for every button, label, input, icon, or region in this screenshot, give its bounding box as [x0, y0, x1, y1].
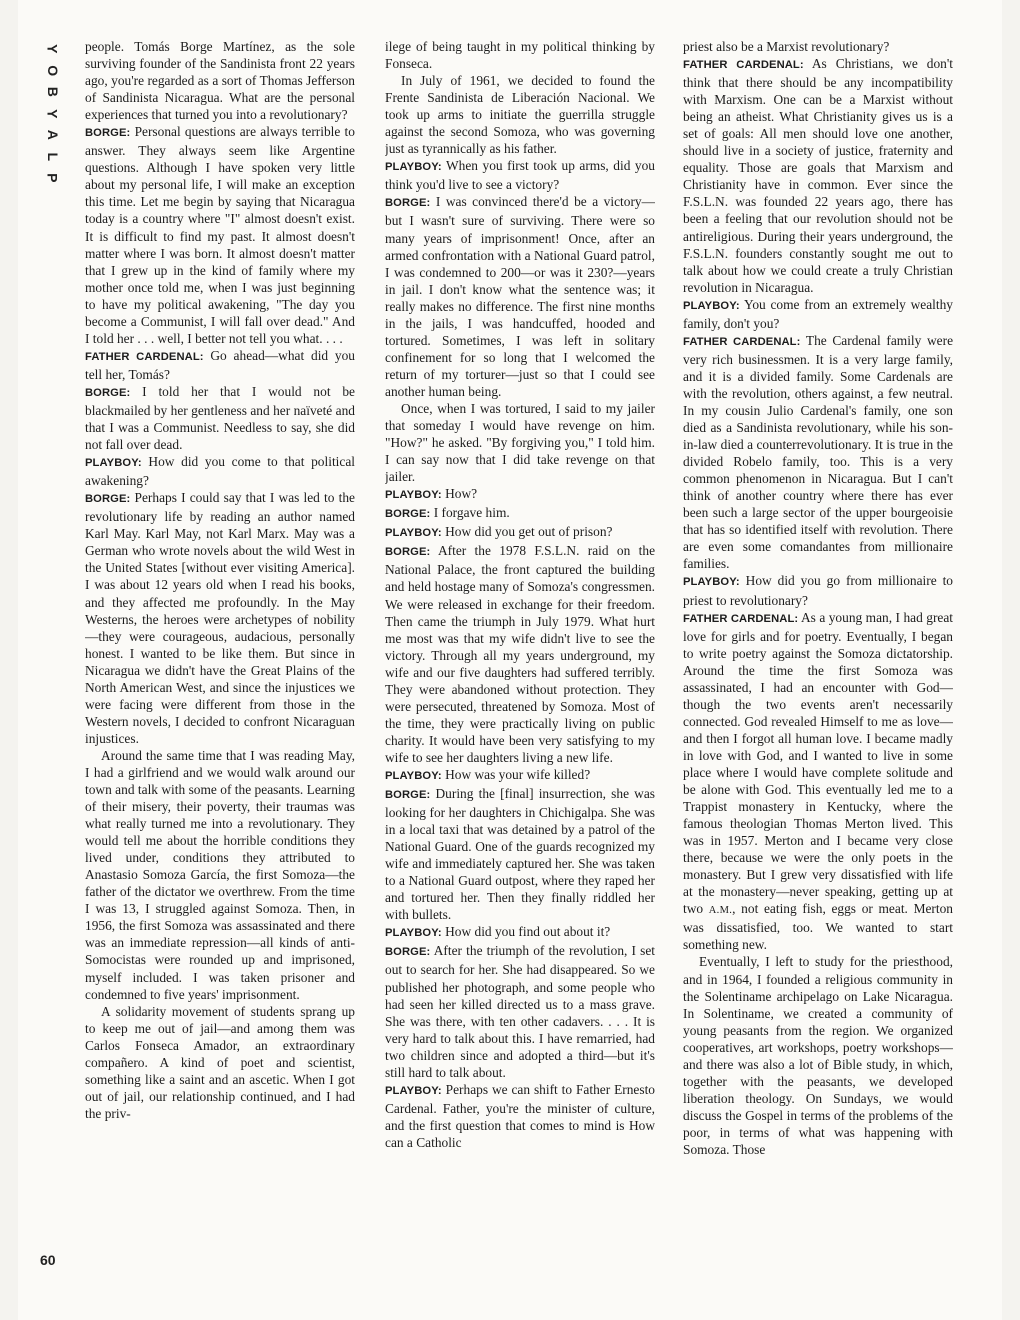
paragraph-text: I was convinced there'd be a victory—but I wasn't sure of surviving. There were so many years of imprisonment! Once, after an armed confrontation with a National Guard patrol, I was condemned to 200—or was it 230?—years in jail. I don't know what the sentence was; it really makes no difference. The first nine months in the jails, I was handcuffed, hooded and tortured. Sometimes, I was left in solitary confinement for so long that I welcomed the return of my torturer—just so that I could see another human being. — [385, 194, 655, 399]
paragraph-text: Once, when I was tortured, I said to my jailer that someday I would have revenge on him. "How?" he asked. "By forgiving you," I told him. I can say now that I did take revenge on that jailer. — [385, 400, 655, 485]
paragraph-text: Go ahead—what did you tell her, Tomás? — [85, 347, 355, 382]
text-column-2 — [385, 38, 655, 1278]
paragraph — [683, 55, 953, 296]
paragraph — [85, 383, 355, 453]
paragraph-text: The Cardenal family were very rich businessmen. It is a very large family, and it is a divided family. Some Cardenals are with the revolution, others against, a few neutral. In my cousin Julio Cardenal's family, one son died as a Sandinista revolutionary, while his son-in-law died a counterrevolutionary. It is true in the divided Robelo family, too. This is a very common phenomenon in Nicaragua. But I can't think of another country where there has ever been such a large sector of the upper bourgeoisie that has so identified itself with revolution. There are even some comandantes from millionaire families. — [683, 332, 953, 572]
paragraph — [683, 572, 953, 608]
paragraph-text: As a young man, I had great love for girls and for poetry. Eventually, I began to write poetry against the Somoza dictatorship. Around the time the first Somoza was assassinated, I had an encounter with God—though the two events aren't necessarily connected. God revealed Himself to me as love—and then I forgot all human love. I became madly in love with God, and I wanted to live in some place where I would have complete solitude and be alone with God. This eventually led me to a Trappist monastery in Kentucky, where the famous theologian Thomas Merton lived. This was in 1957. Merton and I became very close there, because we were the only poets in the monastery. But I grew very dissatisfied with life at the monastery—never speaking, getting up at two — [683, 609, 953, 917]
paragraph — [85, 1003, 355, 1122]
paragraph-text: During the [final] insurrection, she was looking for her daughters in Chichigalpa. She was in a local taxi that was detained by a patrol of the National Guard. One of the guards recognized my wife and immediately captured her. She was taken to a National Guard outpost, where they raped her and tortured her. Then they finally riddled her with bullets. — [385, 786, 655, 923]
speaker-label: PLAYBOY: — [683, 299, 740, 312]
paragraph — [85, 489, 355, 747]
paragraph-text: Perhaps we can shift to Father Ernesto Cardenal. Father, you're the minister of culture, and the first question that comes to mind is How can a Catholic — [385, 1081, 655, 1150]
paragraph — [385, 923, 655, 942]
speaker-label: BORGE: — [385, 197, 431, 210]
paragraph — [385, 157, 655, 193]
speaker-label: PLAYBOY: — [385, 1084, 442, 1097]
speaker-label: BORGE: — [85, 127, 131, 140]
speaker-label: BORGE: — [385, 546, 431, 559]
speaker-label: PLAYBOY: — [385, 489, 442, 502]
speaker-label: BORGE: — [385, 789, 431, 802]
paragraph-text: A solidarity movement of students sprang up to keep me out of jail—and among them was Carlos Fonseca Amador, an extraordinary compañero. A kind of poet and scientist, something like a saint and an ascetic. When I got out of jail, our relationship continued, and I had the priv- — [85, 1003, 355, 1121]
page-number: 60 — [40, 1252, 56, 1268]
paragraph-text: After the 1978 F.S.L.N. raid on the National Palace, the front captured the building and held hostage many of Somoza's congressmen. We were released in exchange for their freedom. Then came the triumph in July 1979. What hurt me most was that my wife didn't live to see the victory. Through all my years underground, my wife and our five daughters had suffered terribly. They were abandoned without protection. They were persecuted, threatened by Somoza. Most of the time, they were practically living on public charity. It would have been very satisfying to my wife to see her daughters living a new life. — [385, 543, 655, 765]
paragraph-text: How? — [445, 486, 478, 502]
small-caps-time: A.M. — [708, 905, 733, 917]
paragraph-text: Personal questions are always terrible to answer. They always seem like Argentine questions. Although I have spoken very little about my personal life, I will make an exception this time. Let me begin by saying that Nicaragua today is a country where "I" almost doesn't exist. It is difficult to find my past. It almost doesn't matter where I was born. It almost doesn't matter that I grew up in the kind of family where my mother once told me, when I was just beginning to have my political awakening, "The day you become a Communist, I will fall over dead." And I told her . . . well, I better not tell you what. . . . — [85, 124, 355, 346]
spine-letter: B — [44, 86, 61, 97]
paragraph — [683, 953, 953, 1158]
paragraph-text: I told her that I would not be blackmailed by her gentleness and her naïveté and that I was a Communist. Needless to say, she did not fall over dead. — [85, 383, 355, 453]
speaker-label: FATHER CARDENAL: — [85, 350, 204, 363]
speaker-label: PLAYBOY: — [385, 927, 442, 940]
speaker-label: BORGE: — [85, 493, 131, 506]
paragraph-text: Eventually, I left to study for the priesthood, and in 1964, I founded a religious community in the Solentiname archipelago on Lake Nicaragua. In Solentiname, we created a community of young peasants from the region. We organized cooperatives, art workshops, poetry workshops—and there was also a lot of Bible study, in which, together with the peasants, we developed liberation theology. On Sundays, we would discuss the Gospel in terms of the problems of the poor, in terms of what was happening with Somoza. Those — [683, 954, 953, 1157]
paragraph — [85, 453, 355, 489]
paragraph — [683, 609, 953, 954]
paragraph-text: , not eating fish, eggs or meat. Merton was dissatisfied, too. We wanted to start something new. — [683, 901, 953, 953]
paragraph-text: priest also be a Marxist revolutionary? — [683, 39, 890, 54]
paragraph-text: As Christians, we don't think that there should be any incompatibility with Marxism. One can be a Marxist without being an atheist. What Christianity gives us is a set of goals: All men should love one another, should live in a society of justice, fraternity and equality. Those are goals that Marxism and Christianity have in common. Ever since the F.S.L.N. was founded 22 years ago, there has been a feeling that our revolution should not be antireligious. During their years underground, the F.S.L.N. founders constantly sought me out to talk about how we could create a truly Christian revolution in Nicaragua. — [683, 56, 953, 295]
speaker-label: FATHER CARDENAL: — [683, 59, 804, 72]
spine-letter: P — [44, 173, 61, 183]
speaker-label: BORGE: — [385, 508, 431, 521]
speaker-label: BORGE: — [85, 386, 131, 399]
paragraph — [85, 123, 355, 347]
paragraph — [385, 542, 655, 766]
paragraph — [385, 193, 655, 400]
paragraph — [683, 332, 953, 573]
text-column-3 — [683, 38, 953, 1278]
spine-letter: Y — [44, 44, 61, 54]
paragraph-text: people. Tomás Borge Martínez, as the sole surviving founder of the Sandinista front 22 years ago, you're regarded as a sort of Thomas Jefferson of Sandinista Nicaragua. What are the personal experiences that turned you into a revolutionary? — [85, 39, 355, 123]
paragraph — [683, 38, 953, 55]
paragraph-text: In July of 1961, we decided to found the Frente Sandinista de Liberación Nacional. We took up arms to initiate the guerrilla struggle against the second Somoza, who was governing just as tyrannically as his father. — [385, 73, 655, 157]
speaker-label: PLAYBOY: — [85, 457, 142, 470]
paragraph-text: How did you come to that political awakening? — [85, 454, 355, 489]
paragraph — [385, 72, 655, 157]
paragraph-text: How did you find out about it? — [445, 924, 611, 940]
paragraph-text: ilege of being taught in my political thinking by Fonseca. — [385, 39, 655, 72]
paragraph — [85, 747, 355, 1003]
spine-letter: L — [44, 151, 61, 161]
spine-masthead — [40, 38, 64, 189]
speaker-label: PLAYBOY: — [385, 769, 442, 782]
paragraph-text: When you first took up arms, did you think you'd live to see a victory? — [385, 158, 655, 193]
speaker-label: BORGE: — [385, 946, 431, 959]
speaker-label: PLAYBOY: — [385, 161, 442, 174]
paragraph — [385, 523, 655, 542]
paragraph — [385, 504, 655, 523]
paragraph — [385, 485, 655, 504]
paragraph — [385, 400, 655, 485]
paragraph-text: You come from an extremely wealthy family, don't you? — [683, 296, 953, 331]
spine-letter: O — [44, 64, 61, 76]
speaker-label: FATHER CARDENAL: — [683, 335, 801, 348]
paragraph — [385, 942, 655, 1080]
paragraph — [385, 785, 655, 923]
paragraph — [385, 766, 655, 785]
text-column-1 — [85, 38, 355, 1278]
paragraph — [385, 1081, 655, 1151]
speaker-label: PLAYBOY: — [385, 527, 442, 540]
paragraph-text: I forgave him. — [433, 505, 510, 521]
paragraph-text: How did you get out of prison? — [445, 524, 613, 540]
paragraph-text: Around the same time that I was reading May, I had a girlfriend and we would walk around our town and talk with some of the peasants. Learning of their misery, their poverty, their traumas was what really turned me into a revolutionary. They would tell me about the horrible conditions they lived under, conditions they attributed to Anastasio Somoza García, the first Somoza—the father of the dictator we overthrew. From the time I was 13, I struggled against Somoza. Then, in 1956, the first Somoza was assassinated and there was an immediate repression—all kinds of anti-Somocistas were rounded up and imprisoned, myself included. I was taken prisoner and condemned to five years' imprisonment. — [85, 747, 355, 1002]
paragraph — [683, 296, 953, 332]
speaker-label: FATHER CARDENAL: — [683, 612, 799, 625]
paragraph — [85, 38, 355, 123]
paragraph-text: After the triumph of the revolution, I set out to search for her. She had disappeared. So we published her photograph, and some people who had seen her killed directed us to a mass grave. She was there, with ten other cadavers. . . . It is very hard to talk about this. I have remarried, had two children since and adopted a third—but it's still hard to talk about. — [385, 943, 655, 1080]
paragraph — [385, 38, 655, 72]
paragraph-text: Perhaps I could say that I was led to the revolutionary life by reading an author named Karl May. Karl May, not Karl Marx. May was a German who wrote novels about the wild West in the United States [without ever visiting America]. I was about 12 years old when I read his books, and they affected me profoundly. In the May Westerns, the heroes were archetypes of nobility—they were courageous, audacious, personally honest. I wanted to be like them. But since in Nicaragua we didn't have the Great Plains of the North American West, and since the injustices we were facing were different from those in the Western novels, I decided to confront Nicaraguan injustices. — [85, 490, 355, 746]
paragraph-text: How was your wife killed? — [445, 766, 591, 782]
speaker-label: PLAYBOY: — [683, 576, 740, 589]
spine-letter: A — [44, 129, 61, 140]
paragraph — [85, 347, 355, 383]
spine-letter: Y — [44, 108, 61, 118]
paragraph-text: How did you go from millionaire to priest to revolutionary? — [683, 573, 953, 608]
